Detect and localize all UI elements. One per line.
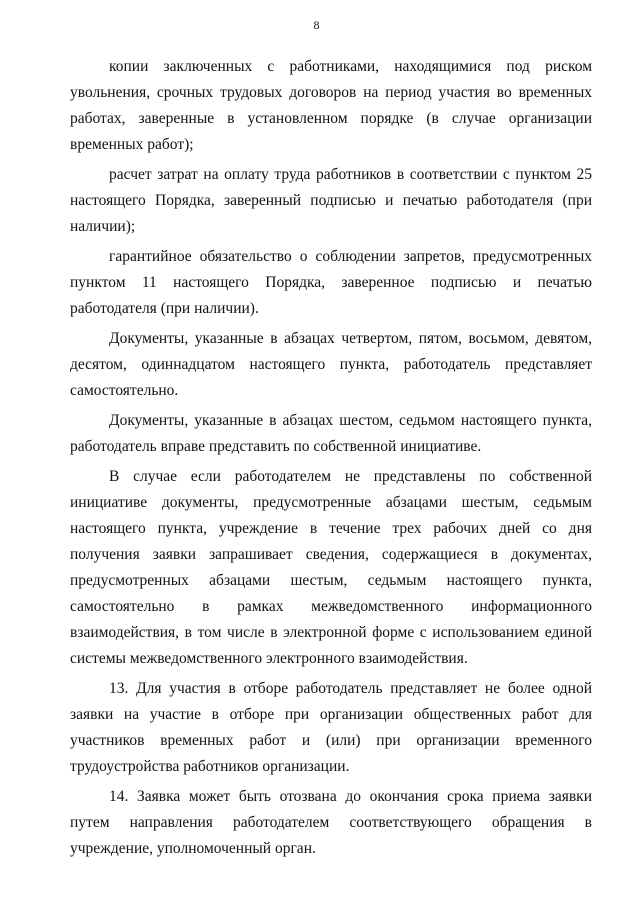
paragraph-cost-calculation: расчет затрат на оплату труда работников в соответствии с пунктом 25 настоящего Порядка, заверенный подписью и печатью работодателя (при наличии); bbox=[70, 166, 592, 235]
document-body bbox=[70, 54, 592, 862]
paragraph-interagency-request: В случае если работодателем не представлены по собственной инициативе документы, предусмотренные абзацами шестым, седьмым настоящего пункта, учреждение в течение трех рабочих дней со дня получения заявки запрашивает сведения, содержащиеся в документах, предусмотренных абзацами шестым, седьмым настоящего пункта, самостоятельно в рамках межведомственного информационного взаимодействия, в том числе в электронной форме с использованием единой системы межведомственного электронного взаимодействия. bbox=[70, 468, 592, 667]
paragraph-clause-14: 14. Заявка может быть отозвана до окончания срока приема заявки путем направления работодателем соответствующего обращения в учреждение, уполномоченный орган. bbox=[70, 788, 592, 857]
paragraph-guarantee-obligation: гарантийное обязательство о соблюдении запретов, предусмотренных пунктом 11 настоящего Порядка, заверенное подписью и печатью работодателя (при наличии). bbox=[70, 248, 592, 317]
paragraph-copies-contracts: копии заключенных с работниками, находящимися под риском увольнения, срочных трудовых договоров на период участия во временных работах, заверенные в установленном порядке (в случае организации временных работ); bbox=[70, 58, 592, 153]
paragraph-clause-13: 13. Для участия в отборе работодатель представляет не более одной заявки на участие в отборе при организации общественных работ для участников временных работ и (или) при организации временного трудоустройства работников организации. bbox=[70, 680, 592, 775]
page-number: 8 bbox=[313, 18, 320, 32]
paragraph-documents-optional: Документы, указанные в абзацах шестом, седьмом настоящего пункта, работодатель вправе представить по собственной инициативе. bbox=[70, 412, 592, 455]
paragraph-documents-self-submitted: Документы, указанные в абзацах четвертом, пятом, восьмом, девятом, десятом, одиннадцатом настоящего пункта, работодатель представляет самостоятельно. bbox=[70, 330, 592, 399]
